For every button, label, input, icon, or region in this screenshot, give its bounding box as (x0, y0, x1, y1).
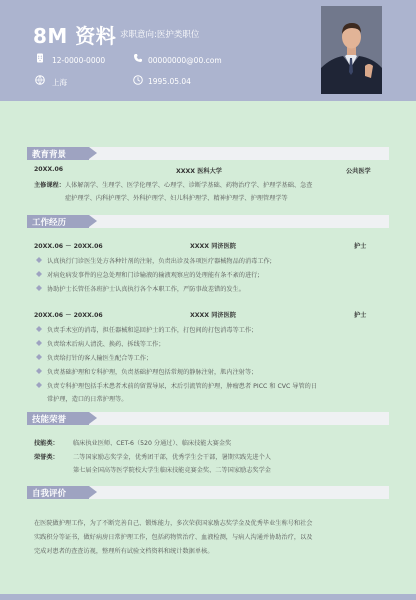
section-skills (27, 412, 389, 425)
job-duty: 负责基础护理和专科护理，负责基础护理包括常规的静脉注射，肌内注射等； (47, 369, 258, 376)
bullet-icon (36, 257, 42, 263)
edu-courses-line: 人体解剖学、生理学、医学伦理学、心理学、诊断学基础、药物治疗学、护理学基础、急查 (65, 182, 313, 189)
section-title: 教育背景 (32, 150, 67, 160)
honor-text: 二等国家励志奖学金，优秀团干部，优秀学生会干部，暑期实践先进个人 (73, 454, 271, 461)
bullet-icon (36, 285, 42, 291)
job-duty: 负责给打针的客人输医生配合等工作； (47, 355, 153, 362)
profile-photo (321, 6, 382, 94)
job-role: 护士 (354, 243, 367, 250)
section-title: 自我评价 (32, 489, 67, 499)
self-eval-line: 完成对患者的查查访视，整理所有试验文档资料和统计数据单核。 (34, 548, 214, 555)
section-title: 工作经历 (32, 218, 67, 228)
mail-icon (133, 53, 143, 63)
bullet-icon (36, 382, 42, 388)
candidate-name: 8M 资料 (33, 24, 117, 48)
edu-courses-line: 症护理学、内科护理学、外科护理学、妇儿科护理学、精神护理学、护理管理学等 (65, 195, 288, 202)
job-org: XXXX 同济医院 (190, 312, 236, 319)
phone-icon (35, 53, 45, 63)
header (0, 0, 416, 101)
bullet-icon (36, 354, 42, 360)
bullet-icon (36, 326, 42, 332)
skill-text: 临床执业医师、CET-6（520 分通过）、临床技能大赛金奖 (73, 440, 232, 447)
job-target: 求职意向:医护类职位 (120, 30, 200, 40)
job-duty: 认真执行门诊医生处方各种针剂的注射，负责出诊及各项医疗器械物品的消毒工作; (47, 258, 272, 265)
self-eval-line: 实践积分等证书，做好病房日常护理工作，包括药物管治疗、血液检测，与病人沟通并协助治疗，以及 (34, 534, 313, 541)
edu-school: XXXX 医科大学 (176, 168, 222, 175)
job-duty: 负责专科护理包括手术患者术前的留置导尿，术后引流管的护理，肿瘤患者 PICC 和 CVC 导管的日 (47, 383, 318, 390)
self-eval-line: 在医院做护理工作，为了不断完善自己、锻炼能力，多次荣获国家励志奖学金及优秀毕业生称号和社会 (34, 520, 313, 527)
job-date: 20XX.06 － 20XX.06 (34, 312, 103, 319)
phone-text: 12-0000-0000 (52, 56, 106, 65)
section-self-eval (27, 486, 389, 499)
bullet-icon (36, 368, 42, 374)
job-role: 护士 (354, 312, 367, 319)
section-experience (27, 215, 389, 228)
job-duty: 常护理，造口的日常护理等。 (47, 396, 128, 403)
bullet-icon (36, 340, 42, 346)
location-icon (35, 75, 45, 85)
job-org: XXXX 同济医院 (190, 243, 236, 250)
email-text: 00000000@00.com (148, 56, 222, 65)
job-duty: 对病危病发事件的应急处理和门诊输液的输液观察应的处理能有条不紊的进行; (47, 272, 260, 279)
section-title: 技能荣誉 (32, 415, 67, 425)
edu-date: 20XX.06 (34, 166, 64, 173)
skill-label: 技能类： (34, 440, 59, 447)
footer-bar (0, 594, 416, 600)
city-text: 上海 (52, 78, 67, 87)
edu-courses-label: 主修课程： (34, 182, 65, 189)
job-duty: 负责给术后病人清洗、换药、拆线等工作； (47, 341, 165, 348)
job-duty: 负责手术室的消毒，担任器械和巡回护士的工作，打包间的打包消毒等工作； (47, 327, 258, 334)
section-education (27, 147, 389, 160)
honor-text: 第七届全国高等医学院校大学生临床技能竞赛金奖、二等国家励志奖学金 (73, 467, 271, 474)
job-date: 20XX.06 － 20XX.06 (34, 243, 103, 250)
job-duty: 协助护士长管任各班护士认真执行各个本职工作，严防事故差错的发生。 (47, 286, 245, 293)
honor-label: 荣誉类： (34, 454, 59, 461)
calendar-icon (133, 75, 143, 85)
bullet-icon (36, 271, 42, 277)
birth-text: 1995.05.04 (148, 77, 191, 86)
edu-major: 公共医学 (346, 168, 371, 175)
